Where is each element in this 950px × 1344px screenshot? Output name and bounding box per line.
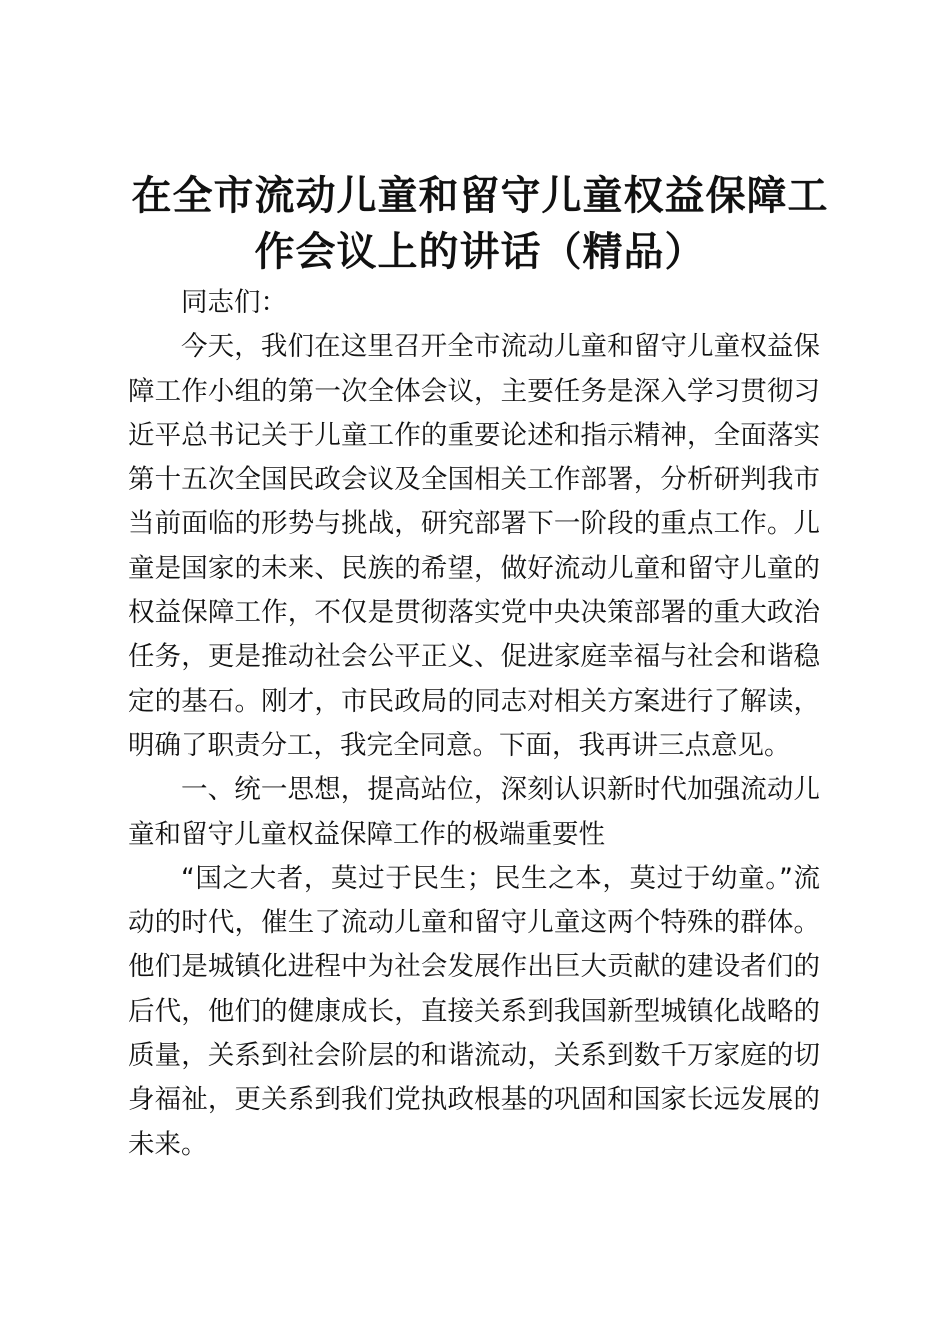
paragraph-opening: 今天，我们在这里召开全市流动儿童和留守儿童权益保障工作小组的第一次全体会议，主要任务是深入学习贯彻习近平总书记关于儿童工作的重要论述和指示精神，全面落实第十五次全国民政会议及全国相关工作部署，分析研判我市当前面临的形势与挑战，研究部署下一阶段的重点工作。儿童是国家的未来、民族的希望，做好流动儿童和留守儿童的权益保障工作，不仅是贯彻落实党中央决策部署的重大政治任务，更是推动社会公平正义、促进家庭幸福与社会和谐稳定的基石。刚才，市民政局的同志对相关方案进行了解读，明确了职责分工，我完全同意。下面，我再讲三点意见。 bbox=[128, 331, 820, 761]
title-line-2: 作会议上的讲话（精品） bbox=[254, 229, 706, 275]
page-title bbox=[110, 168, 850, 280]
title-line-1: 在全市流动儿童和留守儿童权益保障工 bbox=[131, 173, 829, 219]
paragraph-section-1: “国之大者，莫过于民生；民生之本，莫过于幼童。”流动的时代，催生了流动儿童和留守儿童这两个特殊的群体。他们是城镇化进程中为社会发展作出巨大贡献的建设者们的后代，他们的健康成长，直接关系到我国新型城镇化战略的质量，关系到社会阶层的和谐流动，关系到数千万家庭的切身福祉，更关系到我们党执政根基的巩固和国家长远发展的未来。 bbox=[128, 862, 820, 1160]
section-heading-1: 一、统一思想，提高站位，深刻认识新时代加强流动儿童和留守儿童权益保障工作的极端重要性 bbox=[128, 774, 820, 850]
salutation: 同志们： bbox=[181, 287, 287, 318]
document-body bbox=[128, 281, 820, 1167]
